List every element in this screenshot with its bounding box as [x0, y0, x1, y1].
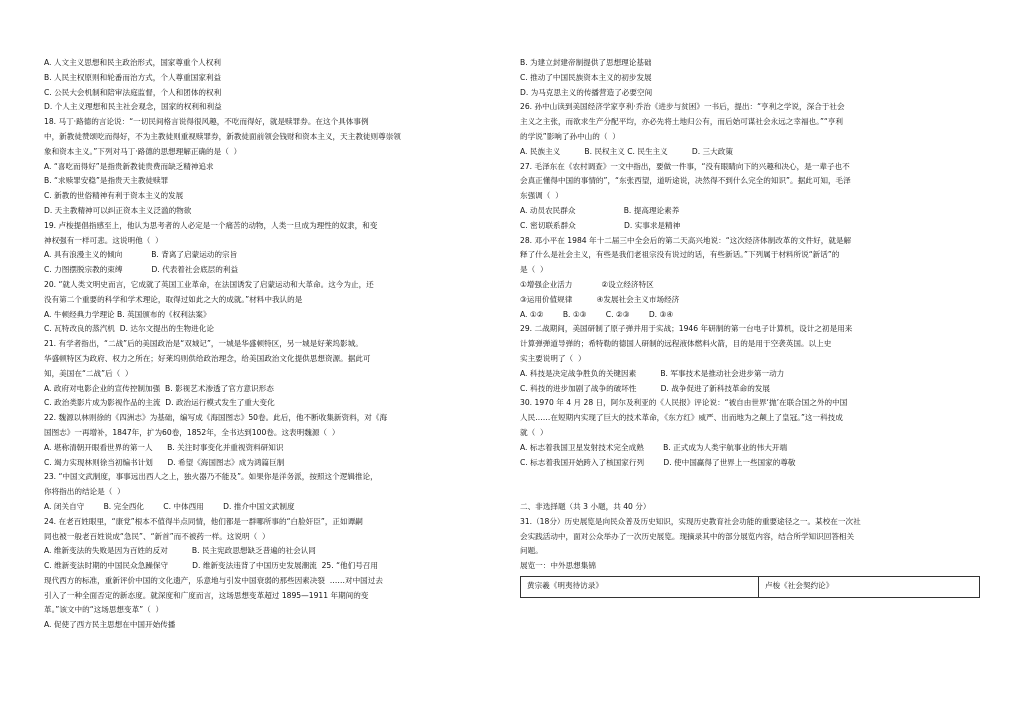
text-line: 东强调（ ） [520, 191, 563, 201]
text-line: 没有第二个重要的科学和学术理论，取得过如此之大的成就。”材料中我认的是 [44, 294, 303, 304]
text-line: 展览一：中外思想集锦 [520, 561, 596, 571]
text-line: 20. “就人类文明史而言，它成就了英国工业革命，在法国诱发了启蒙运动和大革命。这今为止，还 [44, 279, 374, 289]
text-line: A. 动员农民群众 B. 提高理论素养 [520, 205, 680, 215]
text-line: 同也被一般老百姓说成“急民”、“新首”而不被药一样。这说明（ ） [44, 531, 270, 541]
text-line: 29. 二战期间，美国研制了原子弹并用于实战；1946 年研制的第一台电子计算机，设计之初是用来 [520, 324, 853, 334]
table-row [521, 576, 980, 597]
text-line: 释了什么是社会主义，有些是我们老祖宗没有说过的话，有些新话。”下列属于材料所说“新话”的 [520, 250, 840, 260]
text-line: 26. 孙中山读到美国经济学家亨利·乔治《进步与贫困》一书后，提出：“亨利之学说，深合于社会 [520, 102, 845, 112]
text-line: 24. 在老百姓眼里，“康党”根本不值得半点同情，他们都是一群哪所事的“白脸奸臣”，正如谭嗣 [44, 516, 363, 526]
text-line: A. 政府对电影企业的宣传控制加强 B. 影视艺术渗透了官方意识形态 [44, 383, 274, 393]
text-line: D. 天主教精神可以纠正资本主义泛滥的物欲 [44, 205, 192, 215]
text-line: 是（ ） [520, 265, 548, 275]
text-line: D. 个人主义理想和民主社会观念，国家的权利和利益 [44, 102, 222, 112]
text-line: A. 促使了西方民主思想在中国开始传播 [44, 620, 176, 630]
left-column [44, 56, 504, 633]
text-line: 革。”该文中的“这场思想变革”（ ） [44, 605, 164, 615]
text-line: A. 科技是决定战争胜负的关键因素 B. 军事技术是推动社会进步第一动力 [520, 368, 785, 378]
text-line: 国图志》一再增补，1847年，扩为60卷，1852年，全书达到100卷。这表明魏源（ ） [44, 427, 340, 437]
text-line: 知，美国在“二战”后（ ） [44, 368, 133, 378]
text-line: C. 政治类影片成为影视作品的主流 D. 政治运行模式发生了重大变化 [44, 398, 275, 408]
text-line: 30. 1970 年 4 月 28 日，阿尔及利亚的《人民报》评论说：“被自由世界‘抛’在联合国之外的中国 [520, 398, 848, 408]
text-line: A. 民族主义 B. 民权主义 C. 民生主义 D. 三大政策 [520, 146, 733, 156]
right-column [520, 56, 990, 598]
text-line: A. 闭关自守 B. 完全西化 C. 中体西用 D. 推介中国文武制度 [44, 501, 295, 511]
text-line: 19. 卢梭提倡指感至上，他认为思考者的人必定是一个痛苦的动物，人类一旦成为理性的奴隶，和变 [44, 220, 378, 230]
text-line: A. 维新变法的失败是因为百姓的反对 B. 民主宪政思想缺乏普遍的社会认同 [44, 546, 316, 556]
text-line: A. 牛顿经典力学理论 B. 英国颁布的《权利法案》 [44, 309, 211, 319]
text-line: 21. 有学者指出，“二战”后的美国政治是“双城记”，一城是华盛顿特区，另一城是好莱坞影城。 [44, 339, 363, 349]
text-line: 你将指出的结论是（ ） [44, 487, 125, 497]
text-line: A. ①② B. ①③ C. ②③ D. ③④ [520, 309, 674, 319]
text-line: A. 人文主义思想和民主政治形式，国家尊重个人权利 [44, 58, 221, 67]
text-line: C. 推动了中国民族资本主义的初步发展 [520, 72, 652, 82]
text-line: 神权强有一样可悲。这说明他（ ） [44, 235, 163, 245]
text-line: 22. 魏源以林则徐的《四洲志》为基础，编写成《海国图志》50卷。此后，他不断收集新资料，对《海 [44, 413, 388, 423]
text-line: B. 人民主权原则和轮番而治方式，个人尊重国家利益 [44, 72, 222, 82]
text-line: 计算弹弹道导弹的；希特勒的德国人研制的远程液体燃料火箭，目的是用于空袭英国。以上史 [520, 339, 832, 349]
text-line: 主义之主张，而欲求生产分配平均，亦必先将土地归公有，而后始可谋社会永远之幸福也。”“亨利 [520, 117, 844, 127]
text-line [520, 470, 990, 485]
text-line: 23. “中国文武制度，事事远出西人之上，独火器乃不能及”。如果你是洋务派，按照这个逻辑推论， [44, 472, 378, 482]
text-line: ①增强企业活力 ②设立经济特区 [520, 279, 654, 289]
text-line: 人民……在短期内实现了巨大的技术革命，《东方红》威严、出而地为之颠上了皇冠。”这一科技成 [520, 413, 843, 423]
text-line: 华盛顿特区为政府、权力之所在；好莱坞则供给政治理念，给美国政治文化提供思想资源。据此可 [44, 353, 371, 363]
table-cell: 黄宗羲《明夷待访录》 [521, 576, 759, 597]
text-line: A. “喜吃而得好”是指贵新教徒贵费而缺乏精神追求 [44, 161, 214, 171]
text-line: 的学说”影响了孙中山的（ ） [520, 131, 620, 141]
text-line: C. 瓦特改良的蒸汽机 D. 达尔文提出的生物进化论 [44, 324, 214, 334]
text-line: 27. 毛泽东在《农村调查》一文中指出，要做一件事，“没有眼睛向下的兴趣和决心，是一辈子也不 [520, 161, 850, 171]
text-line: ③运用价值规律 ④发展社会主义市场经济 [520, 294, 680, 304]
text-line: 31.（18分）历史展览是向民众普及历史知识，实现历史教育社会功能的重要途径之一。某校在一次社 [520, 516, 861, 526]
text-line: C. 新教的世俗精神有利于资本主义的发展 [44, 191, 184, 201]
text-line: D. 为马克思主义的传播营造了必要空间 [520, 87, 653, 97]
text-line: 问题。 [520, 546, 543, 556]
text-line: 引入了一种全面否定的新态度。就深度和广度而言，这场思想变革超过 1895—1911 年期间的变 [44, 590, 369, 600]
text-line: A. 堪称清朝开眼看世界的第一人 B. 关注时事变化并重视资料研知识 [44, 442, 284, 452]
text-line: C. 竭力实现林则徐当初编书计划 D. 希望《海国图志》成为鸿篇巨制 [44, 457, 285, 467]
text-line: 实主要说明了（ ） [520, 353, 586, 363]
text-line [520, 485, 990, 500]
text-line: 18. 马丁·路德的言论说：“一切民间格言说得很风趣，不吃而得好，就是赎罪券。在这个具体事例 [44, 117, 369, 127]
right-lines [520, 56, 990, 574]
text-line: C. 力图摆脱宗教的束缚 D. 代表着社会底层的利益 [44, 265, 239, 275]
text-line: B. 为建立封建帝制提供了思想理论基础 [520, 58, 652, 67]
text-line: 中，新教徒赞颂吃而得好，不为主教徒则重视赎罪券，新教徒面前领会钱财和资本主义，天主教徒则尊崇领 [44, 131, 401, 141]
text-line: 现代西方的标准，重新评价中国的文化遗产，乐意地与引发中国衰弱的那些因素决裂 ……对中国过去 [44, 575, 383, 585]
text-line: C. 标志着我国开始跨入了核国家行列 D. 使中国赢得了世界上一些国家的尊敬 [520, 457, 796, 467]
text-line: C. 科技的进步加剧了战争的破坏性 D. 战争促进了新科技革命的发展 [520, 383, 770, 393]
text-line: 象和资本主义。”下列对马丁·路德的思想理解正确的是（ ） [44, 146, 242, 156]
exhibit-table [520, 576, 980, 598]
text-line: 28. 邓小平在 1984 年十二届三中全会后的第二天高兴地说：“这次经济体制改革的文件好，就是解 [520, 235, 852, 245]
text-line: 会真正懂得中国的事情的”，“东张西望，道听途说，决然得不到什么完全的知识”。据此可知，毛泽 [520, 176, 851, 186]
text-line: C. 密切联系群众 D. 实事求是精神 [520, 220, 681, 230]
text-line: C. 公民大会机制和陪审法庭监督，个人和团体的权利 [44, 87, 222, 97]
text-line: B. “求赎罪安稳”是指贵天主教徒赎罪 [44, 176, 169, 186]
text-line: 二、非选择题（共 3 小题，共 40 分） [520, 501, 651, 511]
table-cell: 卢梭《社会契约论》 [759, 576, 980, 597]
text-line: C. 维新变法时期的中国民众急躁保守 D. 维新变法违背了中国历史发展潮流 25. “他们号召用 [44, 561, 378, 571]
text-line: 会实践活动中，面对公众举办了一次历史展览。现摘录其中的部分展览内容，结合所学知识回答相关 [520, 531, 855, 541]
text-line: 就（ ） [520, 427, 548, 437]
text-line: A. 具有浪漫主义的倾向 B. 背离了启蒙运动的宗旨 [44, 250, 238, 260]
text-line: A. 标志着我国卫星发射技术完全成熟 B. 正式成为人类宇航事业的伟大开端 [520, 442, 788, 452]
